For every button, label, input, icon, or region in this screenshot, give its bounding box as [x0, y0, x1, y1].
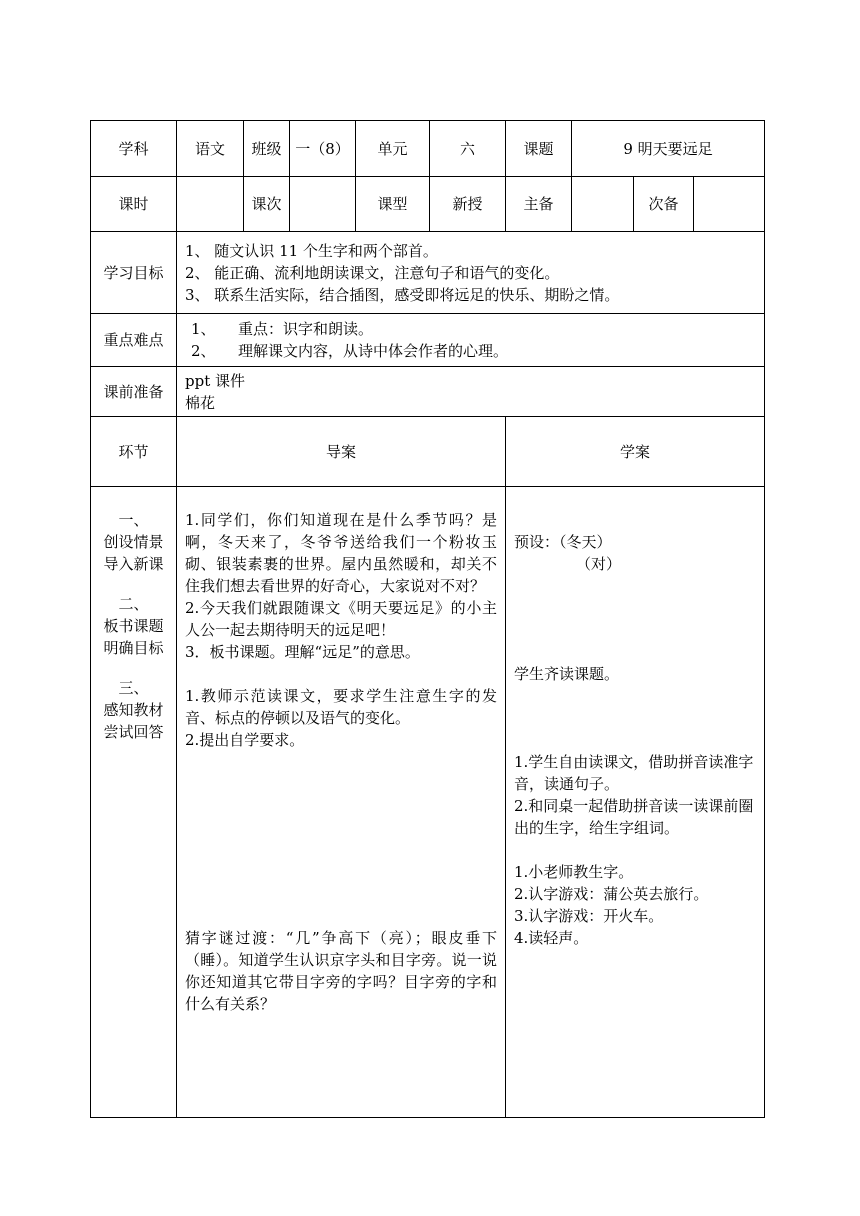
- preparation-item: ppt 课件: [185, 371, 246, 390]
- stage-column-header: 环节: [91, 417, 177, 487]
- key-points-label: 重点难点: [91, 314, 177, 367]
- type-value: 新授: [430, 177, 506, 232]
- subject-value: 语文: [177, 121, 244, 177]
- class-label: 班级: [244, 121, 290, 177]
- class-value: 一（8）: [290, 121, 356, 177]
- lesson-plan-table: [90, 120, 765, 1118]
- stage-item: 三、 感知教材 尝试回答: [103, 679, 164, 741]
- learn-column: [506, 487, 765, 1118]
- guide-paragraph: 1.同学们，你们知道现在是什么季节吗？是啊，冬天来了，冬爷爷送给我们一个粉妆玉砌、银装素裹的世界。屋内虽然暖和，却关不住我们想去看世界的好奇心，大家说对不对？: [185, 511, 497, 595]
- learn-paragraph: 4.读轻声。: [514, 929, 589, 947]
- header-row-2: [91, 177, 765, 232]
- guide-paragraph: 3．板书课题。理解“远足”的意思。: [185, 643, 420, 661]
- stage-item: 一、 创设情景 导入新课: [103, 511, 164, 573]
- topic-value: 9 明天要远足: [572, 121, 765, 177]
- sub-prep-value: [694, 177, 765, 232]
- goal-item: 1、 随文认识 11 个生字和两个部首。: [185, 241, 438, 260]
- goals-row: [91, 232, 765, 314]
- session-value: [290, 177, 356, 232]
- body-row: [91, 487, 765, 1118]
- learn-paragraph: 1.学生自由读课文，借助拼音读准字音，读通句子。: [514, 753, 754, 793]
- preparation-item: 棉花: [185, 393, 216, 412]
- topic-label: 课题: [506, 121, 572, 177]
- learn-paragraph: 预设：（冬天）: [514, 533, 612, 551]
- session-label: 课次: [244, 177, 290, 232]
- goal-item: 3、 联系生活实际，结合插图，感受即将远足的快乐、期盼之情。: [185, 285, 620, 304]
- period-value: [177, 177, 244, 232]
- guide-paragraph: 2.提出自学要求。: [185, 731, 305, 749]
- learn-paragraph: 2.认字游戏：蒲公英去旅行。: [514, 885, 709, 903]
- preparation-content: [177, 367, 765, 417]
- learn-paragraph: 2.和同桌一起借助拼音读一读课前圈出的生字，给生字组词。: [514, 797, 754, 837]
- goals-content: [177, 232, 765, 314]
- guide-paragraph: 1.教师示范读课文，要求学生注意生字的发音、标点的停顿以及语气的变化。: [185, 687, 497, 727]
- preparation-row: [91, 367, 765, 417]
- learn-paragraph: （对）: [576, 555, 622, 573]
- unit-value: 六: [430, 121, 506, 177]
- key-point-item: 2、 理解课文内容，从诗中体会作者的心理。: [191, 342, 509, 360]
- learn-paragraph: 学生齐读课题。: [514, 665, 620, 683]
- key-points-row: [91, 314, 765, 367]
- preparation-label: 课前准备: [91, 367, 177, 417]
- unit-label: 单元: [356, 121, 430, 177]
- subject-label: 学科: [91, 121, 177, 177]
- guide-paragraph: 猜字谜过渡：“几”争高下（亮）；眼皮垂下（睡）。知道学生认识京字头和目字旁。说一说你还知道其它带目字旁的字吗？目字旁的字和什么有关系？: [185, 929, 497, 1013]
- guide-column-header: 导案: [177, 417, 506, 487]
- main-prep-label: 主备: [506, 177, 572, 232]
- goal-item: 2、 能正确、流利地朗读课文，注意句子和语气的变化。: [185, 263, 560, 282]
- sub-prep-label: 次备: [634, 177, 694, 232]
- column-header-row: [91, 417, 765, 487]
- period-label: 课时: [91, 177, 177, 232]
- type-label: 课型: [356, 177, 430, 232]
- guide-column: [177, 487, 506, 1118]
- stage-item: 二、 板书课题 明确目标: [103, 595, 164, 657]
- goals-label: 学习目标: [91, 232, 177, 314]
- learn-paragraph: 1.小老师教生字。: [514, 863, 634, 881]
- guide-paragraph: 2.今天我们就跟随课文《明天要远足》的小主人公一起去期待明天的远足吧！: [185, 599, 497, 639]
- stage-column: [91, 487, 177, 1118]
- learn-column-header: 学案: [506, 417, 765, 487]
- header-row-1: [91, 121, 765, 177]
- key-points-content: [177, 314, 765, 367]
- main-prep-value: [572, 177, 634, 232]
- key-point-item: 1、 重点：识字和朗读。: [191, 320, 374, 338]
- learn-paragraph: 3.认字游戏：开火车。: [514, 907, 664, 925]
